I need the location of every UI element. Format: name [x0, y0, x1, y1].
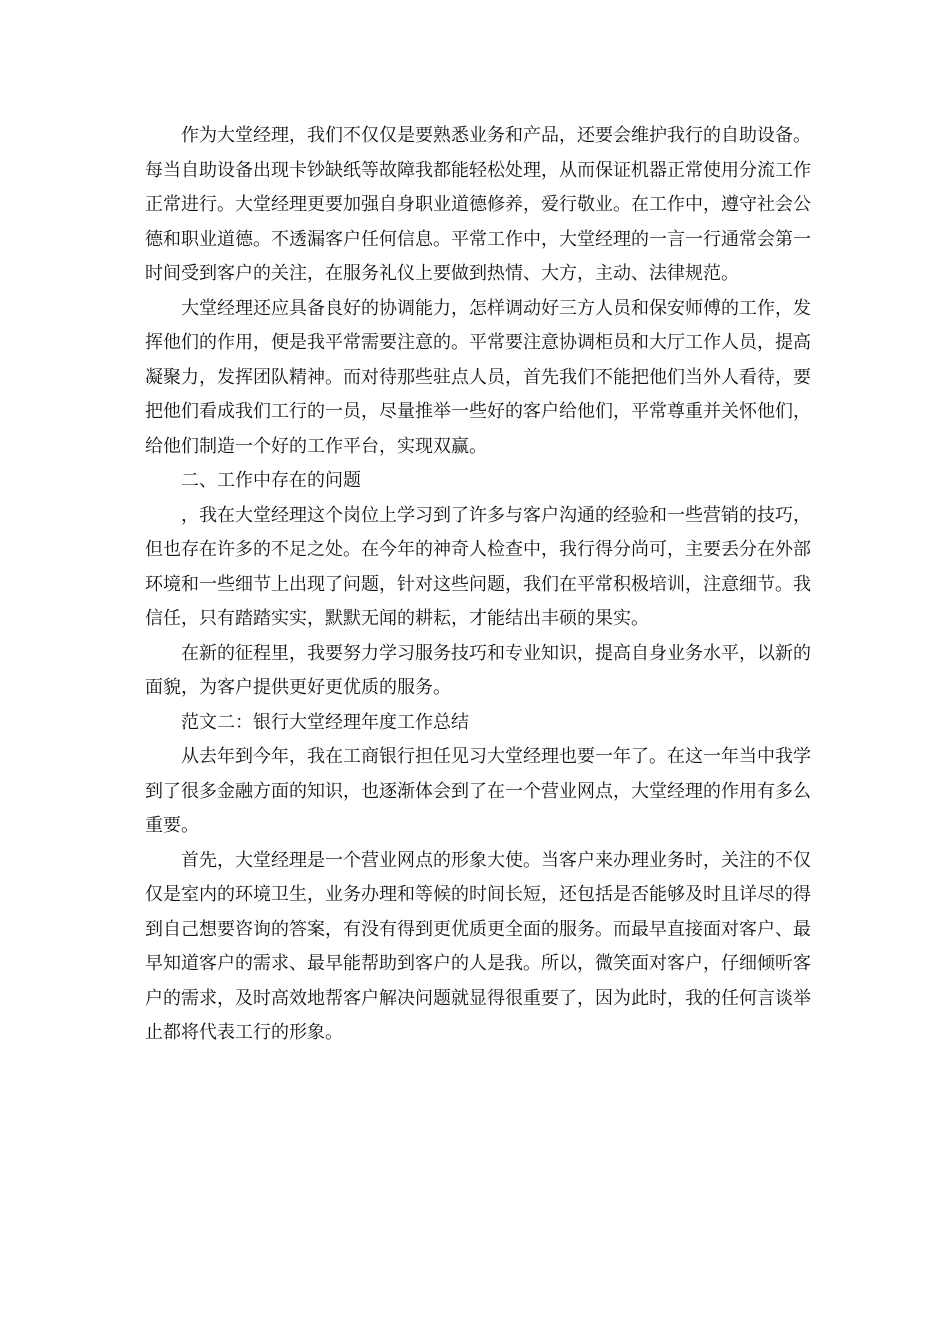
- document-page: [145, 119, 811, 1051]
- paragraph-image-ambassador: 首先，大堂经理是一个营业网点的形象大使。当客户来办理业务时，关注的不仅仅是室内的环境卫生，业务办理和等候的时间长短，还包括是否能够及时且详尽的得到自己想要咨询的答案，有没有得到更优质更全面的服务。而最早直接面对客户、最早知道客户的需求、最早能帮助到客户的人是我。所以，微笑面对客户，仔细倾听客户的需求，及时高效地帮客户解决问题就显得很重要了，因为此时，我的任何言谈举止都将代表工行的形象。: [145, 849, 811, 1043]
- paragraph-new-journey: 在新的征程里，我要努力学习服务技巧和专业知识，提高自身业务水平，以新的面貌，为客户提供更好更优质的服务。: [145, 642, 811, 698]
- section-heading-sample-two: 范文二：银行大堂经理年度工作总结: [181, 711, 469, 733]
- paragraph-problems: ，我在大堂经理这个岗位上学习到了许多与客户沟通的经验和一些营销的技巧，但也存在许多的不足之处。在今年的神奇人检查中，我行得分尚可，主要丢分在外部环境和一些细节上出现了问题，针对这些问题，我们在平常积极培训，注意细节。我信任，只有踏踏实实，默默无闻的耕耘，才能结出丰硕的果实。: [145, 504, 811, 629]
- paragraph-self-service-duties: 作为大堂经理，我们不仅仅是要熟悉业务和产品，还要会维护我行的自助设备。每当自助设备出现卡钞缺纸等故障我都能轻松处理，从而保证机器正常使用分流工作正常进行。大堂经理更要加强自身职业道德修养，爱行敬业。在工作中，遵守社会公德和职业道德。不透漏客户任何信息。平常工作中，大堂经理的一言一行通常会第一时间受到客户的关注，在服务礼仪上要做到热情、大方，主动、法律规范。: [145, 125, 811, 284]
- section-heading-problems: 二、工作中存在的问题: [181, 470, 361, 491]
- paragraph-one-year: 从去年到今年，我在工商银行担任见习大堂经理也要一年了。在这一年当中我学到了很多金融方面的知识，也逐渐体会到了在一个营业网点，大堂经理的作用有多么重要。: [145, 746, 811, 836]
- paragraph-coordination: 大堂经理还应具备良好的协调能力，怎样调动好三方人员和保安师傅的工作，发挥他们的作用，便是我平常需要注意的。平常要注意协调柜员和大厅工作人员，提高凝聚力，发挥团队精神。而对待那些驻点人员，首先我们不能把他们当外人看待，要把他们看成我们工行的一员，尽量推举一些好的客户给他们，平常尊重并关怀他们，给他们制造一个好的工作平台，实现双赢。: [145, 297, 811, 457]
